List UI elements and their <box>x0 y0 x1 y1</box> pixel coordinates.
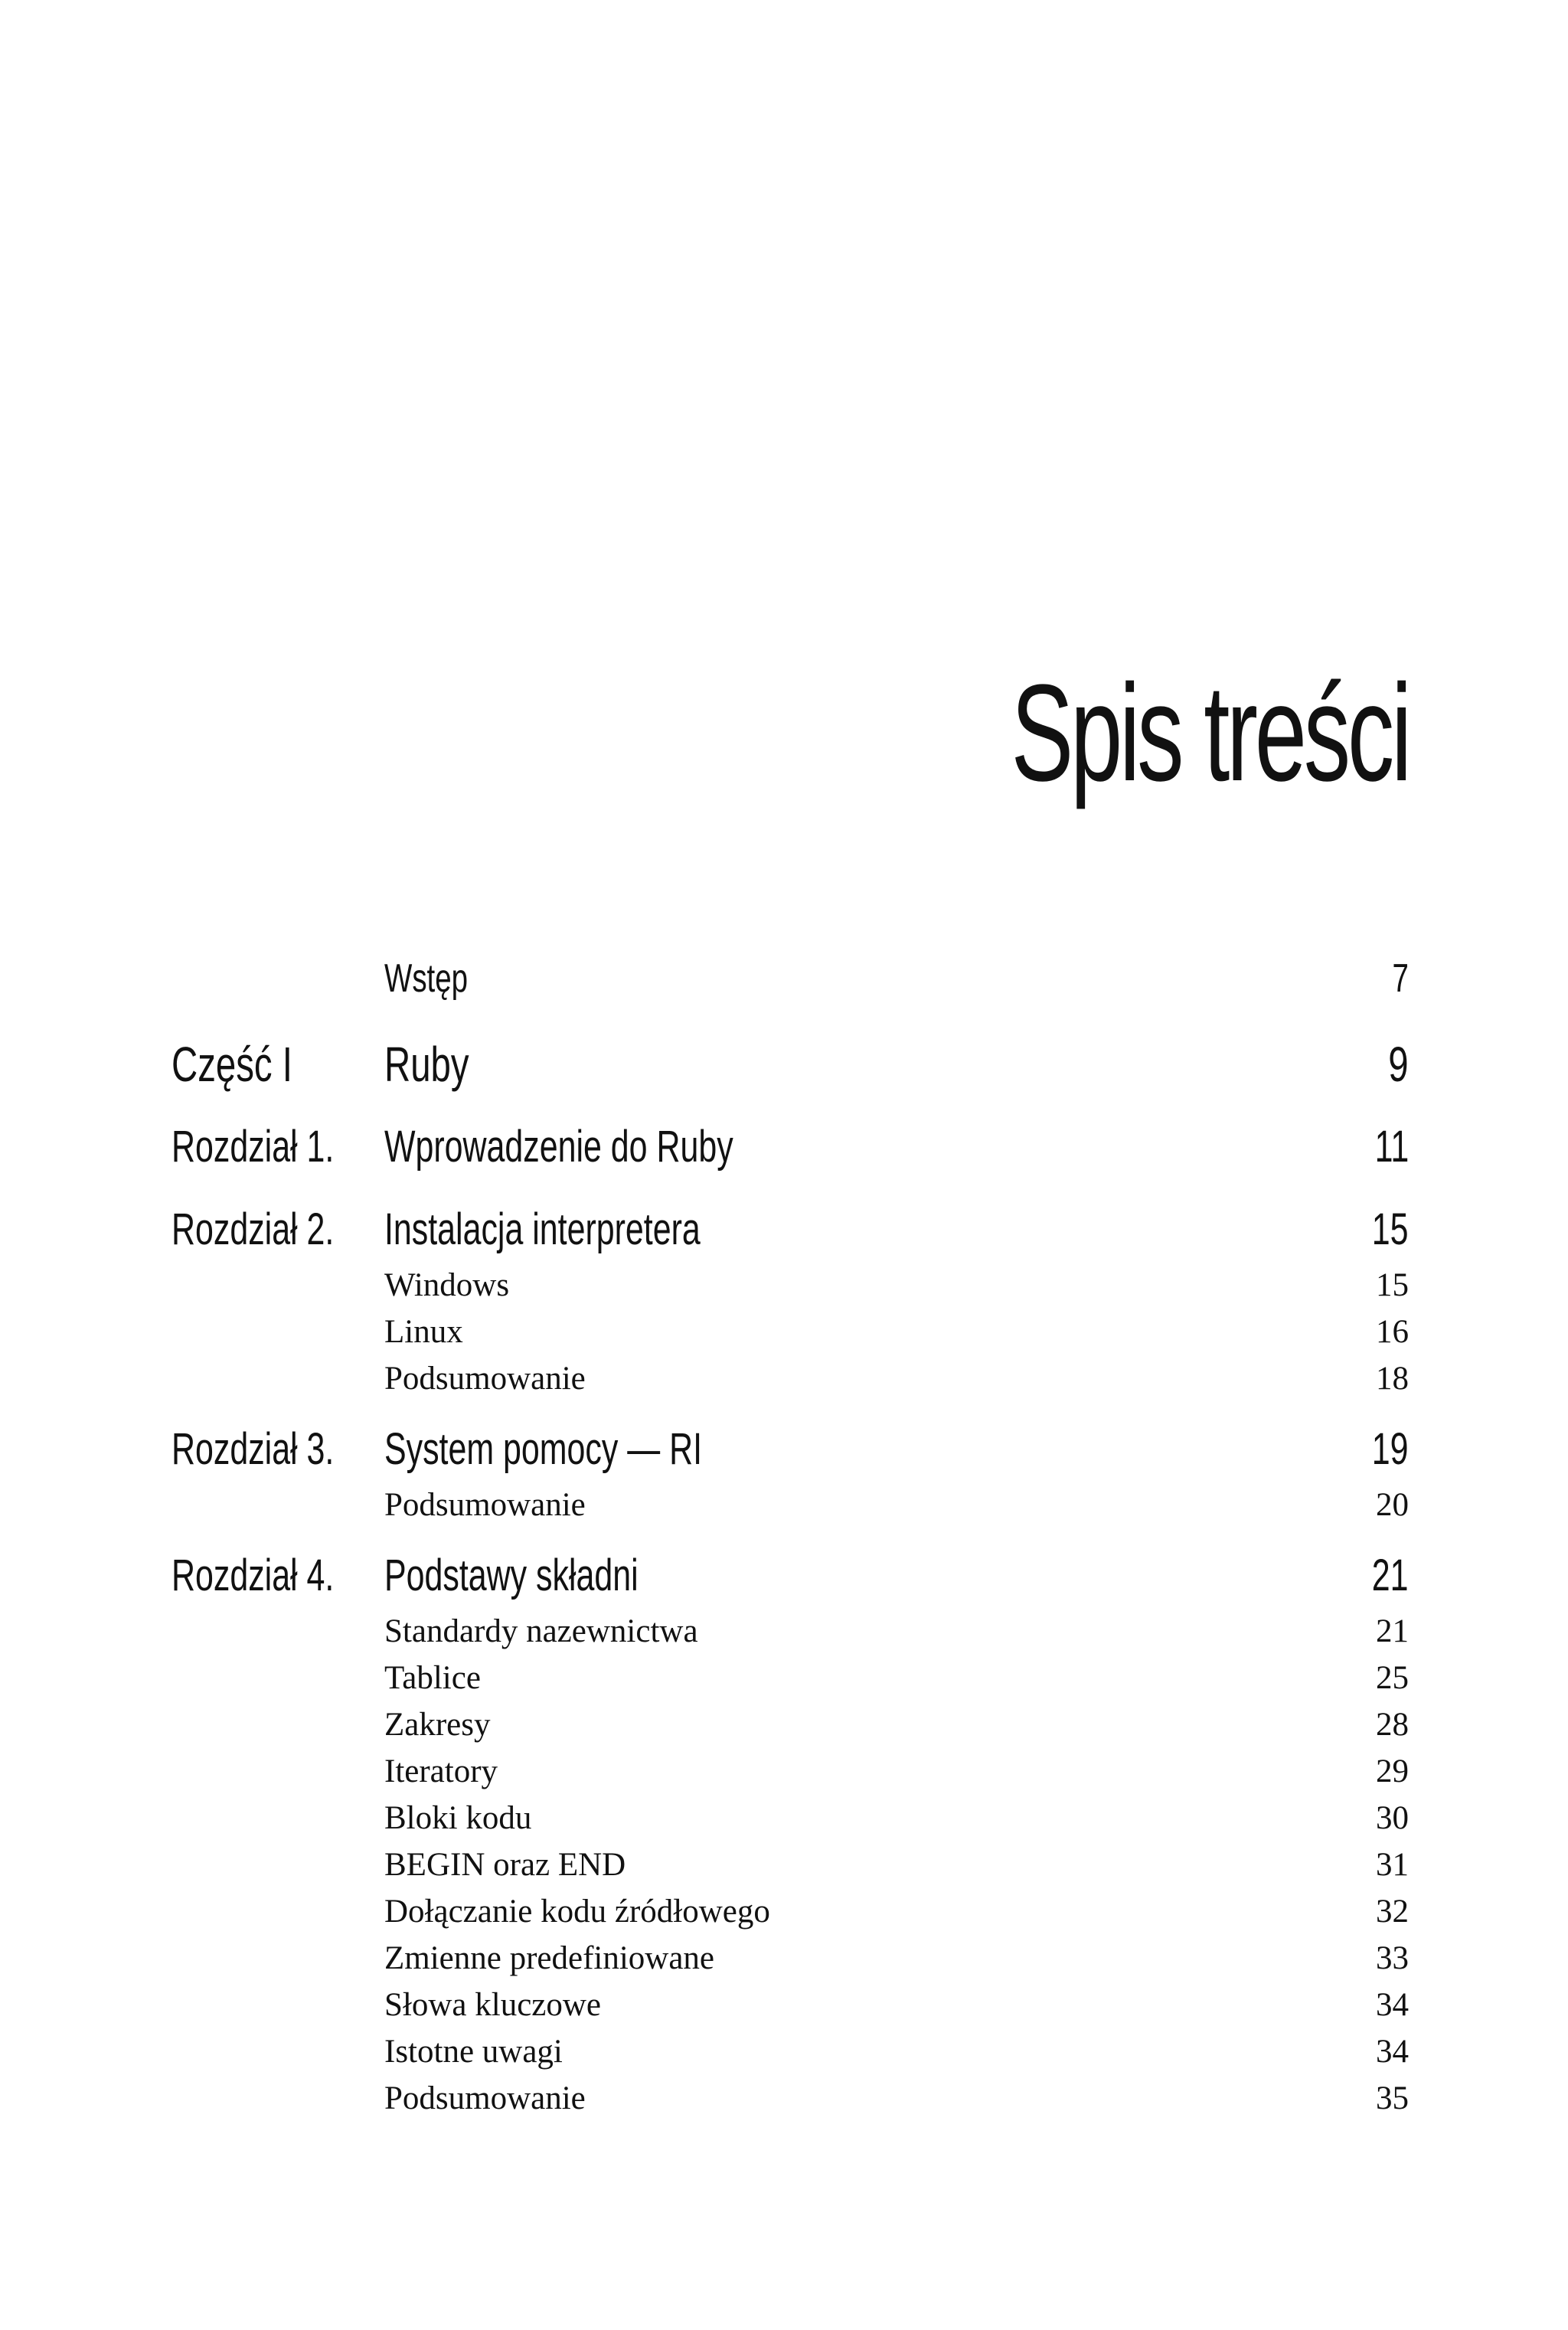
toc-section-page: 25 <box>1376 1660 1409 1696</box>
toc-section[interactable] <box>172 2028 1409 2075</box>
toc-entry-title: Podstawy składni <box>384 1551 639 1600</box>
toc-section[interactable] <box>172 1888 1409 1935</box>
toc-section[interactable] <box>172 1935 1409 1982</box>
toc-section[interactable] <box>172 1355 1409 1402</box>
toc-section-title: Windows <box>384 1267 510 1303</box>
toc-entry-page: 11 <box>1374 1122 1409 1172</box>
toc-section-page: 34 <box>1376 2034 1409 2070</box>
toc-section-title: BEGIN oraz END <box>384 1847 626 1883</box>
toc-entry-label: Rozdział 3. <box>172 1424 335 1474</box>
toc-section-page: 15 <box>1376 1267 1409 1303</box>
toc-entry-chapter-3[interactable] <box>172 1408 1409 1491</box>
toc-section-page: 31 <box>1376 1847 1409 1883</box>
toc-entry-page: 7 <box>1392 956 1409 1001</box>
toc-entry-label: Rozdział 4. <box>172 1551 335 1600</box>
toc-section-title: Słowa kluczowe <box>384 1987 602 2023</box>
table-of-contents <box>172 940 1409 2128</box>
toc-entry-chapter-2[interactable] <box>172 1188 1409 1271</box>
toc-entry-title: System pomocy — RI <box>384 1424 703 1474</box>
toc-entry-chapter-4[interactable] <box>172 1534 1409 1617</box>
toc-section[interactable] <box>172 1482 1409 1528</box>
toc-section[interactable] <box>172 1795 1409 1841</box>
toc-section-page: 18 <box>1376 1361 1409 1397</box>
toc-section[interactable] <box>172 1841 1409 1888</box>
toc-section[interactable] <box>172 1982 1409 2028</box>
toc-section-title: Zmienne predefiniowane <box>384 1940 715 1976</box>
toc-entry-intro[interactable] <box>172 940 1409 1023</box>
toc-entry-page: 21 <box>1372 1551 1409 1600</box>
toc-section[interactable] <box>172 1655 1409 1701</box>
toc-section-title: Standardy nazewnictwa <box>384 1613 698 1649</box>
toc-entry-page: 19 <box>1372 1424 1409 1474</box>
toc-entry-title: Wstęp <box>384 956 469 1001</box>
toc-section-page: 32 <box>1376 1894 1409 1930</box>
toc-section-page: 29 <box>1376 1753 1409 1789</box>
toc-section[interactable] <box>172 2075 1409 2122</box>
toc-section[interactable] <box>172 1748 1409 1795</box>
page-title: Spis treści <box>1011 656 1409 810</box>
toc-section-page: 34 <box>1376 1987 1409 2023</box>
toc-section-page: 16 <box>1376 1314 1409 1350</box>
toc-entry-label: Rozdział 2. <box>172 1204 335 1254</box>
toc-entry-label: Część I <box>172 1037 292 1092</box>
toc-entry-page: 9 <box>1388 1037 1409 1092</box>
toc-entry-chapter-1[interactable] <box>172 1106 1409 1188</box>
toc-section-title: Podsumowanie <box>384 2080 586 2116</box>
toc-section[interactable] <box>172 1309 1409 1355</box>
toc-section[interactable] <box>172 1701 1409 1748</box>
toc-section-title: Dołączanie kodu źródłowego <box>384 1894 770 1930</box>
toc-section-title: Bloki kodu <box>384 1800 532 1836</box>
toc-section[interactable] <box>172 1608 1409 1655</box>
toc-entry-part-1[interactable] <box>172 1023 1409 1106</box>
toc-entry-title: Ruby <box>384 1037 469 1092</box>
toc-section-title: Podsumowanie <box>384 1361 586 1397</box>
toc-entry-page: 15 <box>1372 1204 1409 1254</box>
toc-section-title: Istotne uwagi <box>384 2034 563 2070</box>
toc-section[interactable] <box>172 1262 1409 1309</box>
toc-section-page: 30 <box>1376 1800 1409 1836</box>
toc-entry-title: Wprowadzenie do Ruby <box>384 1122 733 1172</box>
toc-section-title: Tablice <box>384 1660 481 1696</box>
toc-section-page: 21 <box>1376 1613 1409 1649</box>
toc-entry-label: Rozdział 1. <box>172 1122 335 1172</box>
toc-section-title: Podsumowanie <box>384 1487 586 1523</box>
toc-entry-title: Instalacja interpretera <box>384 1204 701 1254</box>
toc-section-title: Linux <box>384 1314 463 1350</box>
toc-section-title: Zakresy <box>384 1707 491 1743</box>
toc-section-title: Iteratory <box>384 1753 498 1789</box>
toc-section-page: 20 <box>1376 1487 1409 1523</box>
toc-section-page: 35 <box>1376 2080 1409 2116</box>
toc-section-page: 28 <box>1376 1707 1409 1743</box>
toc-section-page: 33 <box>1376 1940 1409 1976</box>
